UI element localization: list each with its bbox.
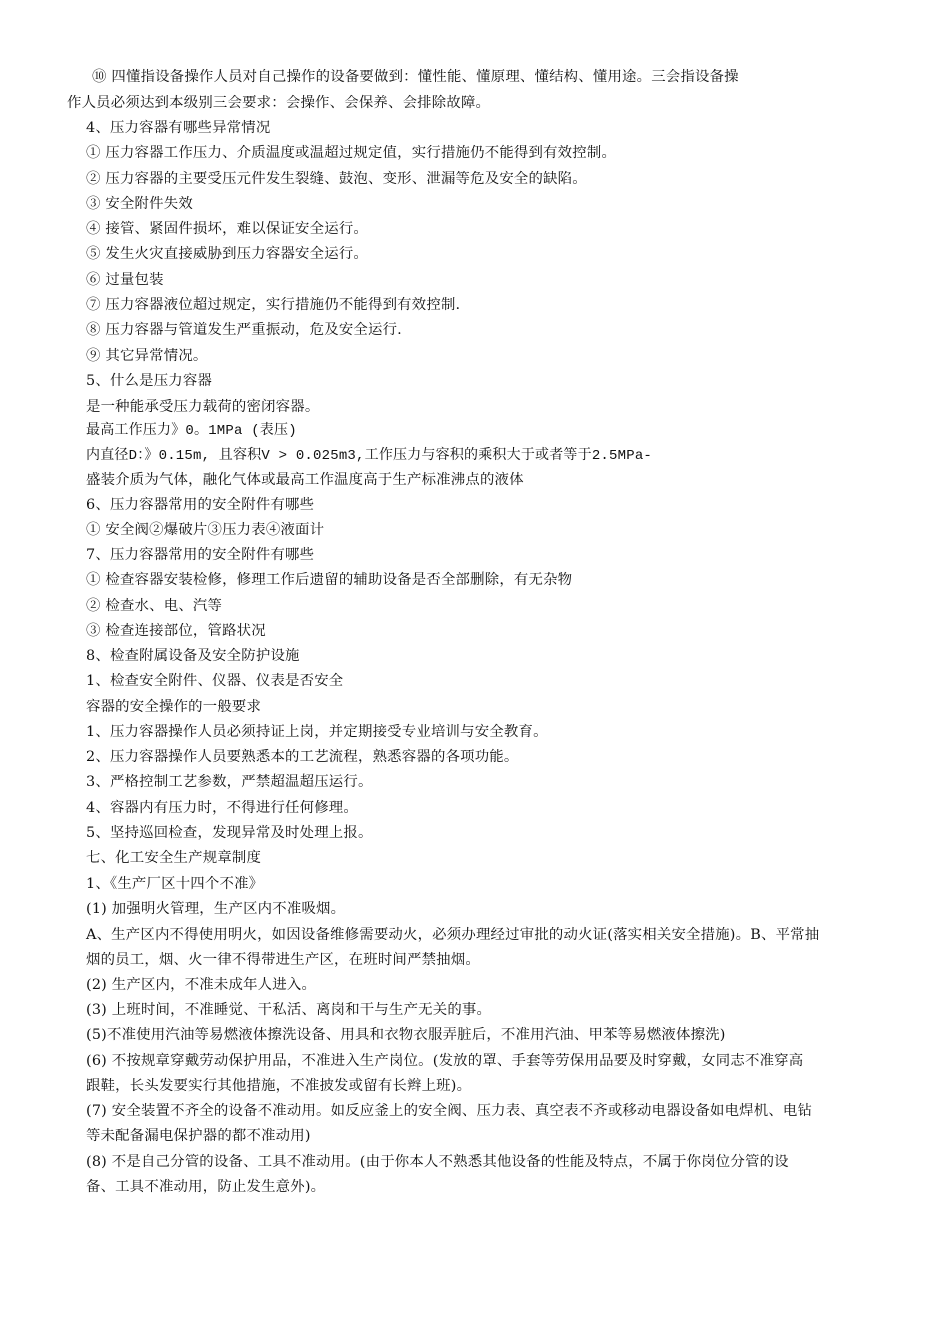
list-item: ① 检查容器安装检修，修理工作后遗留的辅助设备是否全部删除，有无杂物 [86,572,573,588]
list-item: 1、压力容器操作人员必须持证上岗，并定期接受专业培训与安全教育。 [86,724,548,740]
section-heading: 6、压力容器常用的安全附件有哪些 [86,497,315,513]
list-item: ④ 接管、紧固件损坏，难以保证安全运行。 [86,221,368,237]
list-item: (6) 不按规章穿戴劳动保护用品，不准进入生产岗位。(发放的罩、手套等劳保用品要及时穿戴，女同志不准穿高 [86,1053,804,1069]
list-item: (2) 生产区内，不准未成年人进入。 [86,977,317,993]
section-heading: 1、《生产厂区十四个不准》 [86,876,264,892]
list-item: ① 安全阀②爆破片③压力表④液面计 [86,522,325,538]
list-item: ③ 检查连接部位，管路状况 [86,623,266,639]
list-item: ⑤ 发生火灾直接威胁到压力容器安全运行。 [86,246,368,262]
list-item: ② 检查水、电、汽等 [86,598,223,614]
list-item: (5)不准使用汽油等易燃液体擦洗设备、用具和衣物衣服弄脏后，不准用汽油、甲苯等易燃液体擦洗) [86,1027,726,1043]
list-item: ③ 安全附件失效 [86,196,193,212]
list-item: 5、坚持巡回检查，发现异常及时处理上报。 [86,825,373,841]
list-item: (8) 不是自己分管的设备、工具不准动用。(由于你本人不熟悉其他设备的性能及特点，不属于你岗位分管的设 [86,1154,789,1170]
text-line: 作人员必须达到本级别三会要求：会操作、会保养、会排除故障。 [67,95,491,111]
list-item: ⑨ 其它异常情况。 [86,348,208,364]
text-line: 烟的员工，烟、火一律不得带进生产区，在班时间严禁抽烟。 [86,952,480,968]
list-item: ② 压力容器的主要受压元件发生裂缝、鼓泡、变形、泄漏等危及安全的缺陷。 [86,171,587,187]
section-heading: 8、检查附属设备及安全防护设施 [86,648,300,664]
text-line: 是一种能承受压力载荷的密闭容器。 [86,399,320,415]
list-item: (7) 安全装置不齐全的设备不准动用。如反应釜上的安全阀、压力表、真空表不齐或移动电器设备如电焊机、电钻 [86,1103,813,1119]
text-line: ⑩ 四懂指设备操作人员对自己操作的设备要做到：懂性能、懂原理、懂结构、懂用途。三会指设备操 [92,69,739,85]
list-item: ⑥ 过量包装 [86,272,164,288]
text-line: 内直径D：》0.15m, 且容积V > 0.025m3,工作压力与容积的乘积大于或者等于2.5MPa- [86,448,653,464]
text-line: 备、工具不准动用，防止发生意外)。 [86,1179,326,1195]
text-line: 盛装介质为气体，融化气体或最高工作温度高于生产标准沸点的液体 [86,472,524,488]
section-heading: 7、压力容器常用的安全附件有哪些 [86,547,315,563]
list-item: (3) 上班时间，不准睡觉、干私活、离岗和干与生产无关的事。 [86,1002,492,1018]
list-item: 2、压力容器操作人员要熟悉本的工艺流程，熟悉容器的各项功能。 [86,749,519,765]
list-item: ⑦ 压力容器液位超过规定，实行措施仍不能得到有效控制. [86,297,461,313]
text-line: A、生产区内不得使用明火，如因设备维修需要动火，必须办理经过审批的动火证(落实相关安全措施)。B、平常抽 [86,927,820,943]
text-line: 跟鞋，长头发要实行其他措施，不准披发或留有长辫上班)。 [86,1078,472,1094]
list-item: 1、检查安全附件、仪器、仪表是否安全 [86,673,344,689]
section-heading: 七、化工安全生产规章制度 [86,850,262,866]
section-heading: 5、什么是压力容器 [86,373,213,389]
list-item: 3、严格控制工艺参数，严禁超温超压运行。 [86,774,373,790]
list-item: ⑧ 压力容器与管道发生严重振动，危及安全运行. [86,322,402,338]
text-line: 等未配备漏电保护器的都不准动用) [86,1128,311,1144]
list-item: (1) 加强明火管理，生产区内不准吸烟。 [86,901,346,917]
list-item: ① 压力容器工作压力、介质温度或温超过规定值，实行措施仍不能得到有效控制。 [86,145,617,161]
list-item: 4、容器内有压力时，不得进行任何修理。 [86,800,358,816]
section-heading: 容器的安全操作的一般要求 [86,699,262,715]
text-line: 最高工作压力》0。1MPa (表压) [86,423,297,439]
section-heading: 4、压力容器有哪些异常情况 [86,120,271,136]
